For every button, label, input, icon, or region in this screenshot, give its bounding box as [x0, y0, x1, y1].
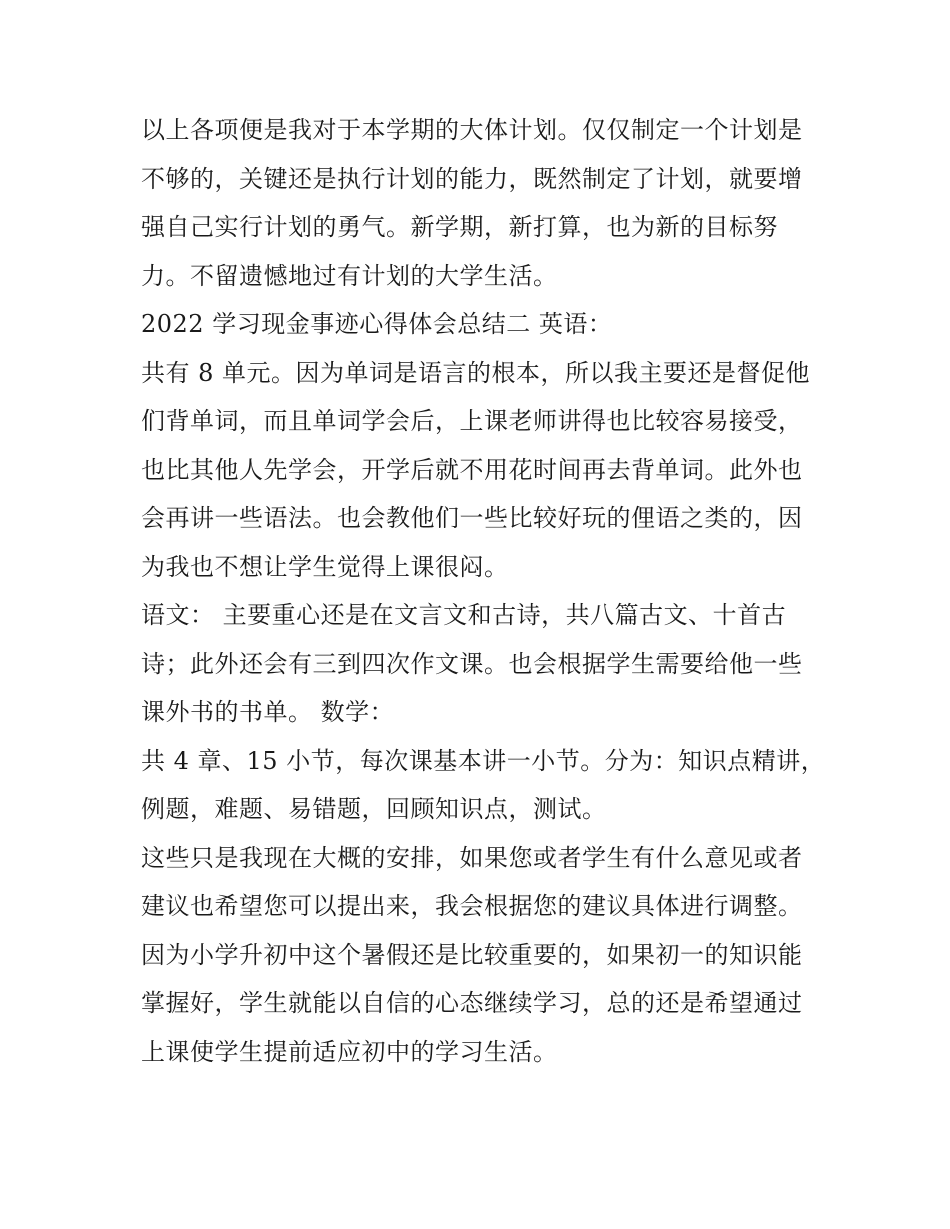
- document-body: [141, 106, 826, 1076]
- text-line: 共有 8 单元。因为单词是语言的根本，所以我主要还是督促他: [141, 358, 811, 387]
- text-line: 强自己实行计划的勇气。新学期，新打算，也为新的目标努: [141, 213, 778, 241]
- text-line: 掌握好，学生就能以自信的心态继续学习，总的还是希望通过: [141, 989, 803, 1017]
- text-line: 不够的，关键还是执行计划的能力，既然制定了计划，就要增: [141, 164, 803, 193]
- section-heading: 2022 学习现金事迹心得体会总结二 英语：: [141, 310, 613, 338]
- text-line: 例题，难题、易错题，回顾知识点，测试。: [141, 795, 607, 823]
- text-line: 诗；此外还会有三到四次作文课。也会根据学生需要给他一些: [141, 649, 803, 678]
- text-line: 以上各项便是我对于本学期的大体计划。仅仅制定一个计划是: [141, 116, 803, 144]
- text-line: 课外书的书单。 数学：: [141, 698, 395, 726]
- text-line: 会再讲一些语法。也会教他们一些比较好玩的俚语之类的，因: [141, 504, 803, 532]
- text-line: 也比其他人先学会，开学后就不用花时间再去背单词。此外也: [141, 455, 803, 484]
- text-line: 这些只是我现在大概的安排，如果您或者学生有什么意见或者: [141, 843, 803, 872]
- text-line: 因为小学升初中这个暑假还是比较重要的，如果初一的知识能: [141, 940, 803, 969]
- text-line: 建议也希望您可以提出来，我会根据您的建议具体进行调整。: [141, 892, 803, 920]
- text-line: 力。不留遗憾地过有计划的大学生活。: [141, 261, 558, 290]
- text-line: 为我也不想让学生觉得上课很闷。: [141, 552, 509, 581]
- text-line: 们背单词，而且单词学会后，上课老师讲得也比较容易接受，: [141, 407, 803, 435]
- text-line: 语文： 主要重心还是在文言文和古诗，共八篇古文、十首古: [141, 601, 787, 629]
- text-line: 共 4 章、15 小节，每次课基本讲一小节。分为：知识点精讲，: [141, 746, 826, 775]
- text-line: 上课使学生提前适应初中的学习生活。: [141, 1037, 558, 1066]
